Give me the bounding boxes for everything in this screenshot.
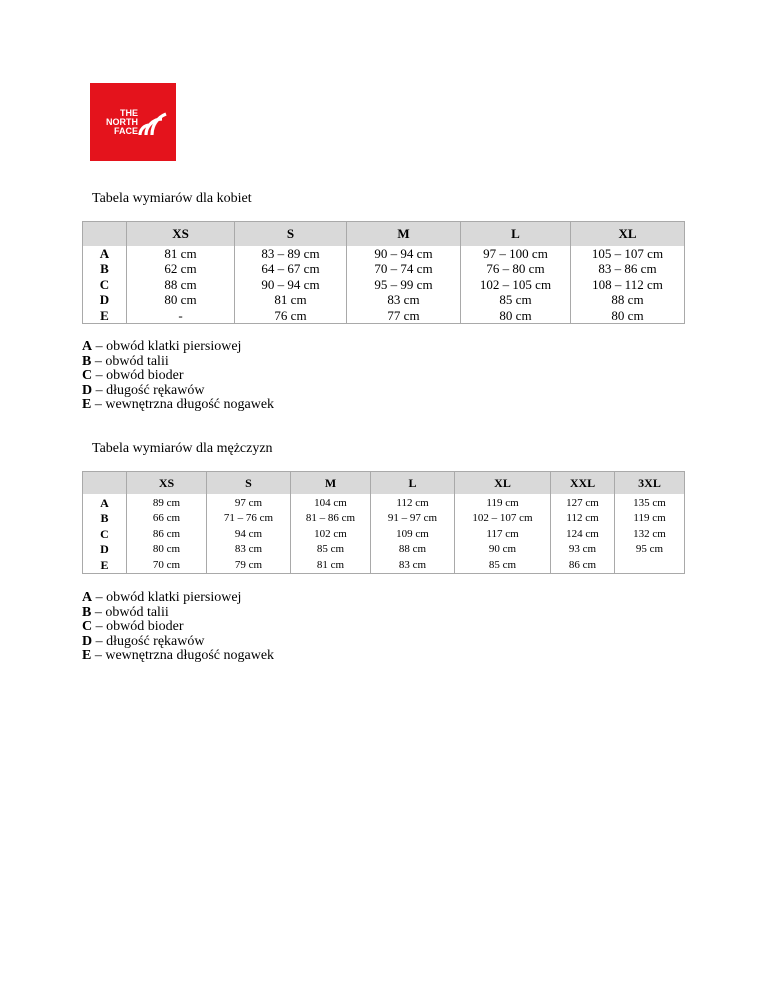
cell-value: 80 cm: [152, 543, 181, 556]
logo-graphic: [90, 83, 176, 161]
cell-value: 88 cm: [164, 276, 197, 292]
legend-item: [82, 384, 274, 399]
women-values-xl: [571, 246, 685, 324]
women-values-m: [347, 246, 461, 324]
cell-value: 86 cm: [568, 558, 597, 571]
men-col-xl: XL: [455, 472, 551, 495]
cell-value: 91 – 97 cm: [387, 512, 438, 525]
cell-value: -: [178, 307, 183, 323]
cell-value: 93 cm: [568, 543, 597, 556]
cell-value: 76 – 80 cm: [486, 261, 545, 277]
legend-text: – obwód bioder: [92, 368, 184, 384]
men-col-l: L: [371, 472, 455, 495]
legend-key: C: [82, 619, 93, 635]
women-col-xl: XL: [571, 222, 685, 247]
row-label: C: [100, 526, 109, 541]
cell-value: 102 – 107 cm: [472, 512, 533, 525]
legend-item: [82, 649, 274, 664]
cell-value: 94 cm: [234, 527, 263, 540]
men-values-l: [371, 494, 455, 574]
logo-line-3: FACE: [113, 126, 138, 136]
legend-text: – obwód talii: [91, 353, 169, 369]
cell-value: 135 cm: [633, 497, 666, 509]
men-values-xxl: [551, 494, 615, 574]
men-header-empty: [83, 472, 127, 495]
cell-value: 80 cm: [499, 307, 532, 323]
women-values-l: [461, 246, 571, 324]
legend-key: A: [82, 339, 93, 354]
women-col-s: S: [235, 222, 347, 247]
cell-value: 83 cm: [387, 292, 420, 308]
cell-value: 83 cm: [234, 543, 263, 556]
women-body-row: [83, 246, 685, 324]
cell-value: 71 – 76 cm: [223, 512, 274, 525]
cell-value: 88 cm: [611, 292, 644, 308]
men-values-xl: [455, 494, 551, 574]
women-size-table: [82, 221, 685, 324]
legend-item: [82, 355, 274, 370]
legend-text: – obwód klatki piersiowej: [92, 339, 242, 354]
women-col-xs: XS: [127, 222, 235, 247]
cell-value: 88 cm: [398, 543, 427, 556]
cell-value: 70 cm: [152, 558, 181, 571]
cell-value: 81 cm: [164, 246, 197, 261]
legend-item: [82, 620, 274, 635]
row-label: C: [99, 276, 110, 292]
legend-text: – obwód bioder: [92, 619, 184, 635]
men-values-3xl: [615, 494, 685, 574]
men-size-table: [82, 471, 685, 574]
legend-text: – wewnętrzna długość nogawek: [91, 397, 275, 413]
women-col-m: M: [347, 222, 461, 247]
cell-value: 66 cm: [152, 512, 181, 525]
cell-value: 90 – 94 cm: [261, 276, 320, 292]
women-values-xs: [127, 246, 235, 324]
legend-key: A: [82, 590, 93, 605]
women-col-l: L: [461, 222, 571, 247]
logo-line-2: NORTH: [106, 117, 138, 127]
row-label: D: [99, 292, 110, 308]
cell-value: 97 cm: [234, 497, 263, 509]
legend-key: B: [82, 353, 92, 369]
legend-text: – wewnętrzna długość nogawek: [91, 648, 275, 664]
cell-value: 77 cm: [387, 307, 420, 323]
cell-value: 76 cm: [274, 307, 307, 323]
cell-value: 112 cm: [396, 497, 429, 509]
women-header-empty: [83, 222, 127, 247]
cell-value: 80 cm: [164, 292, 197, 308]
row-label: E: [100, 307, 109, 323]
men-values-xs: [127, 494, 207, 574]
cell-value: 132 cm: [633, 527, 666, 540]
women-header-row: [83, 222, 685, 247]
cell-value: 83 cm: [398, 558, 427, 571]
row-label: B: [100, 261, 109, 277]
legend-key: E: [82, 648, 92, 664]
men-body-row: [83, 494, 685, 574]
legend-item: [82, 398, 274, 413]
row-label: E: [100, 557, 109, 572]
row-label: A: [100, 496, 109, 510]
legend-item: [82, 369, 274, 384]
cell-value: 85 cm: [488, 558, 517, 571]
legend-key: D: [82, 633, 93, 649]
legend-key: C: [82, 368, 93, 384]
men-col-xxl: XXL: [551, 472, 615, 495]
cell-value: 119 cm: [633, 512, 666, 525]
cell-value: 90 cm: [488, 543, 517, 556]
cell-value: 97 – 100 cm: [483, 246, 548, 261]
cell-value: 102 cm: [314, 527, 347, 540]
cell-value: 83 – 89 cm: [261, 246, 320, 261]
cell-value: 104 cm: [314, 497, 347, 509]
legend-key: E: [82, 397, 92, 413]
legend-text: – obwód talii: [91, 604, 169, 620]
men-col-xs: XS: [127, 472, 207, 495]
legend-item: [82, 591, 274, 606]
cell-value: 81 cm: [274, 292, 307, 308]
men-legend: [82, 591, 274, 664]
cell-value: 81 – 86 cm: [305, 512, 356, 525]
cell-value: 95 cm: [635, 543, 664, 556]
logo-line-1: THE: [120, 108, 138, 118]
legend-text: – długość rękawów: [92, 633, 205, 649]
legend-item: [82, 635, 274, 650]
cell-value: 70 – 74 cm: [374, 261, 433, 277]
cell-value: 102 – 105 cm: [479, 276, 552, 292]
cell-value: 85 cm: [499, 292, 532, 308]
cell-value: 105 – 107 cm: [591, 246, 664, 261]
cell-value: 83 – 86 cm: [598, 261, 657, 277]
legend-item: [82, 340, 274, 355]
cell-value: 90 – 94 cm: [374, 246, 433, 261]
row-label: D: [100, 542, 109, 557]
legend-key: B: [82, 604, 92, 620]
legend-text: – obwód klatki piersiowej: [92, 590, 242, 605]
women-row-labels: [83, 246, 127, 324]
cell-value: 117 cm: [486, 527, 519, 540]
men-col-s: S: [207, 472, 291, 495]
cell-value: 62 cm: [164, 261, 197, 277]
men-col-m: M: [291, 472, 371, 495]
cell-value: 109 cm: [396, 527, 429, 540]
row-label: A: [99, 246, 110, 261]
cell-value: 80 cm: [611, 307, 644, 323]
cell-value: 86 cm: [152, 527, 181, 540]
row-label: B: [100, 511, 109, 526]
men-row-labels: [83, 494, 127, 574]
cell-value: 81 cm: [316, 558, 345, 571]
legend-key: D: [82, 382, 93, 398]
men-values-m: [291, 494, 371, 574]
cell-value: 124 cm: [566, 527, 599, 540]
women-legend: [82, 340, 274, 413]
cell-value: 79 cm: [234, 558, 263, 571]
cell-value: 127 cm: [566, 497, 599, 509]
men-table-title: Tabela wymiarów dla mężczyzn: [92, 441, 273, 456]
the-north-face-logo: [90, 83, 176, 161]
men-values-s: [207, 494, 291, 574]
women-table-title: Tabela wymiarów dla kobiet: [92, 191, 252, 206]
men-col-3xl: 3XL: [615, 472, 685, 495]
cell-value: 119 cm: [486, 497, 519, 509]
men-header-row: [83, 472, 685, 495]
cell-value: 89 cm: [152, 497, 181, 509]
cell-value: 64 – 67 cm: [261, 261, 320, 277]
women-values-s: [235, 246, 347, 324]
legend-item: [82, 606, 274, 621]
cell-value: 85 cm: [316, 543, 345, 556]
legend-text: – długość rękawów: [92, 382, 205, 398]
cell-value: 108 – 112 cm: [592, 276, 663, 292]
cell-value: 95 – 99 cm: [374, 276, 433, 292]
cell-value: 112 cm: [566, 512, 599, 525]
